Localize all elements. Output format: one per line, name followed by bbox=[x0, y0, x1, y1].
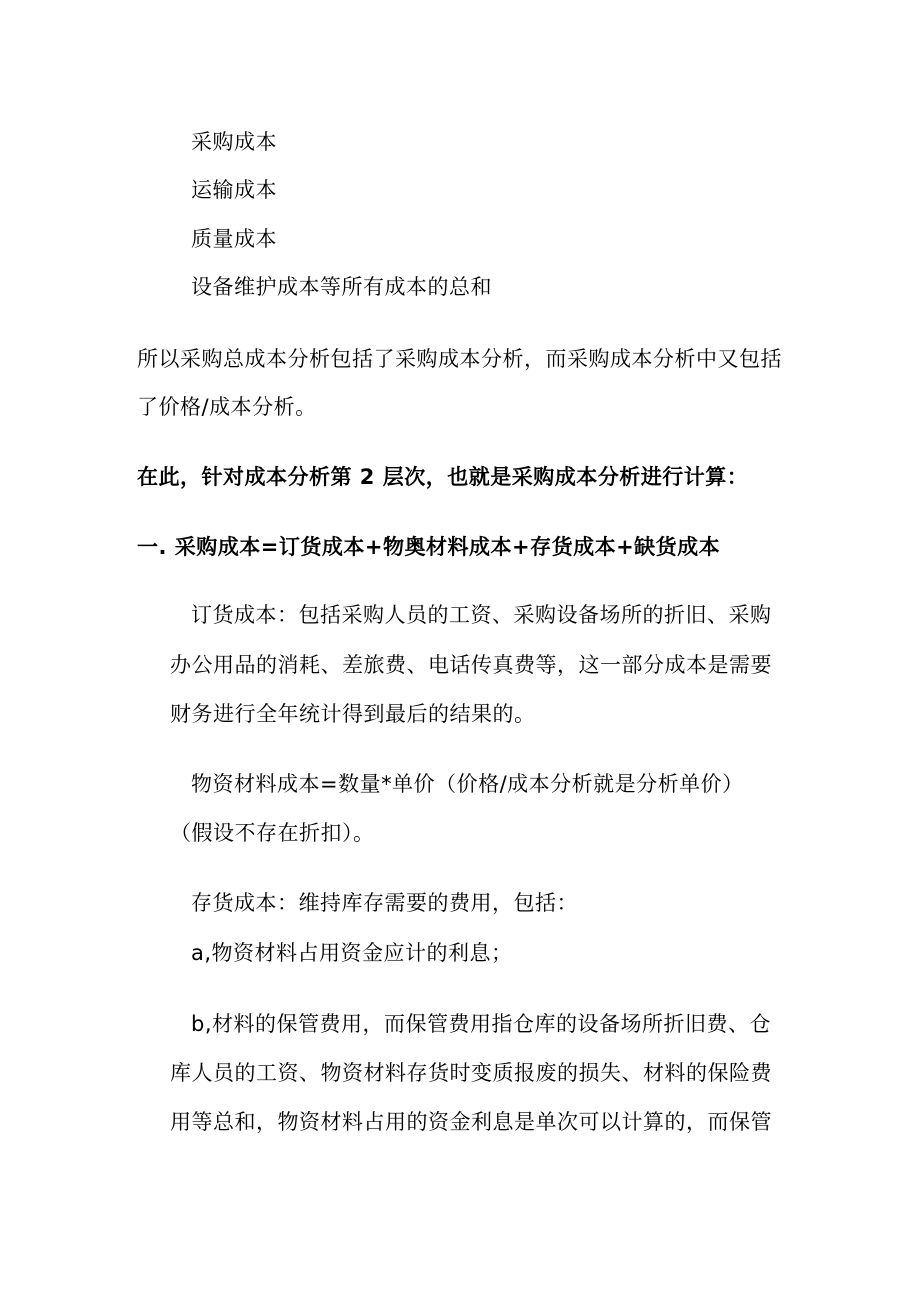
ordering-cost-line-1: 订货成本：包括采购人员的工资、采购设备场所的折旧、采购 bbox=[191, 603, 772, 627]
ordering-cost-line-2: 办公用品的消耗、差旅费、电话传真费等，这一部分成本是需要 bbox=[170, 653, 772, 677]
summary-line-2: 了价格/成本分析。 bbox=[137, 395, 317, 419]
material-cost-line-2: （假设不存在折扣）。 bbox=[170, 821, 375, 845]
summary-line-1: 所以采购总成本分析包括了采购成本分析，而采购成本分析中又包括 bbox=[137, 347, 782, 371]
purchase-cost-formula: 一. 采购成本=订货成本+物奥材料成本+存货成本+缺货成本 bbox=[137, 535, 721, 559]
material-cost-line-1: 物资材料成本=数量*单价（价格/成本分析就是分析单价） bbox=[191, 772, 744, 796]
cost-component-transport: 运输成本 bbox=[191, 178, 277, 202]
cost-component-maintenance: 设备维护成本等所有成本的总和 bbox=[191, 275, 492, 299]
ordering-cost-line-3: 财务进行全年统计得到最后的结果的。 bbox=[170, 702, 536, 726]
inventory-cost-item-b-line-2: 库人员的工资、物资材料存货时变质报废的损失、材料的保险费 bbox=[170, 1061, 772, 1085]
cost-component-purchase: 采购成本 bbox=[191, 130, 277, 154]
inventory-cost-item-b-line-1: b,材料的保管费用，而保管费用指仓库的设备场所折旧费、仓 bbox=[191, 1012, 772, 1036]
inventory-cost-item-b-line-3: 用等总和，物资材料占用的资金利息是单次可以计算的，而保管 bbox=[170, 1110, 772, 1134]
section-heading: 在此，针对成本分析第 2 层次，也就是采购成本分析进行计算： bbox=[137, 465, 749, 489]
inventory-cost-line-1: 存货成本：维持库存需要的费用，包括： bbox=[191, 891, 578, 915]
inventory-cost-item-a: a,物资材料占用资金应计的利息； bbox=[191, 941, 513, 965]
cost-component-quality: 质量成本 bbox=[191, 227, 277, 251]
